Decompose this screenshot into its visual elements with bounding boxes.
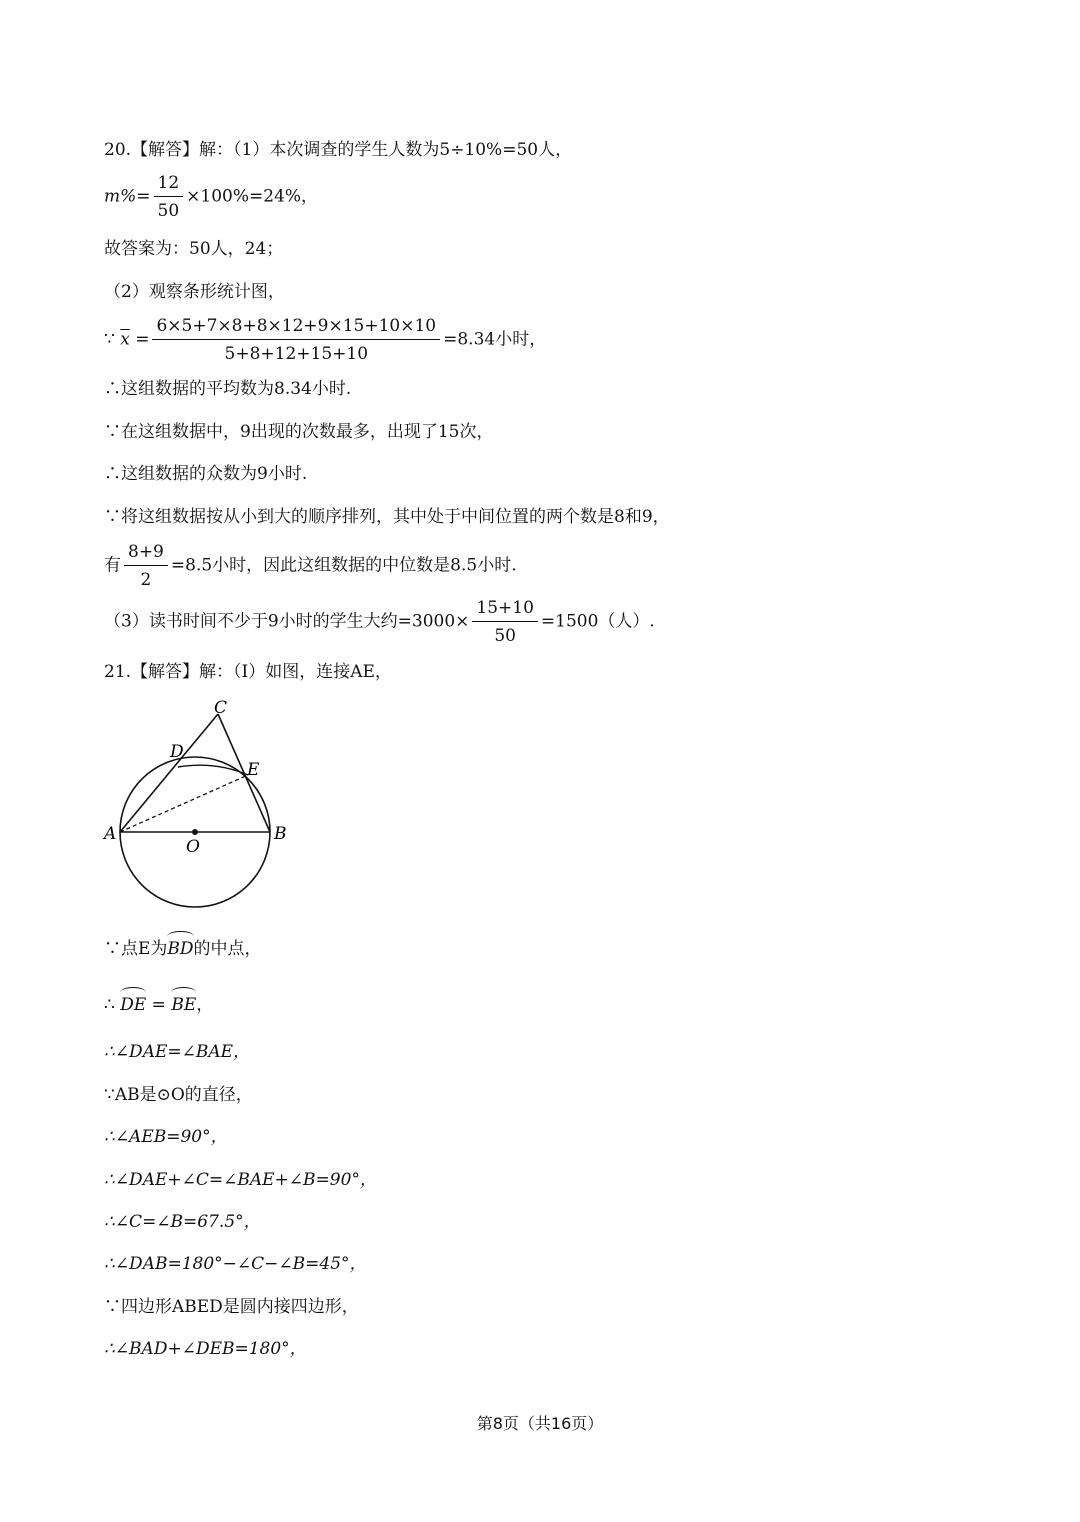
q20-line-10-result: =8.5小时，因此这组数据的中位数是8.5小时. bbox=[170, 555, 517, 576]
fraction-denominator: 2 bbox=[140, 570, 152, 590]
fraction-denominator: 5+8+12+15+10 bbox=[224, 344, 369, 364]
q20-line-10-prefix: 有 bbox=[104, 555, 121, 576]
arc-bd: BD bbox=[167, 939, 194, 959]
q20-line-2 bbox=[104, 172, 318, 222]
circle-triangle-figure bbox=[100, 695, 300, 915]
equals: = bbox=[129, 329, 150, 350]
q21-line-2 bbox=[104, 938, 262, 960]
segment-ac bbox=[120, 714, 218, 832]
fraction-denominator: 50 bbox=[494, 626, 516, 646]
q20-line-10-median bbox=[104, 541, 517, 591]
label-b: B bbox=[274, 824, 287, 844]
q20-line-6: ∴这组数据的平均数为8.34小时. bbox=[104, 379, 352, 399]
q21-line-3 bbox=[104, 994, 213, 1016]
x-bar: $\overline{x}$ bbox=[120, 329, 130, 350]
fraction-numerator: 6×5+7×8+8×12+9×15+10×10 bbox=[152, 315, 440, 340]
label-e: E bbox=[247, 760, 260, 780]
arc-be-text: BE bbox=[171, 995, 197, 1015]
q21-line-10: ∵四边形ABED是圆内接四边形， bbox=[104, 1297, 359, 1317]
q20-line-2-rhs: ×100%=24%， bbox=[186, 186, 319, 207]
q20-line-11-prefix: （3）读书时间不少于9小时的学生大约=3000× bbox=[104, 611, 470, 632]
label-o: O bbox=[186, 837, 200, 857]
fraction-numerator: 12 bbox=[154, 172, 184, 197]
q21-line-6: ∴∠AEB=90°， bbox=[104, 1127, 228, 1147]
equals: = bbox=[146, 995, 172, 1015]
label-c: C bbox=[214, 698, 228, 718]
q20-line-1: 20.【解答】解：（1）本次调查的学生人数为5÷10%=50人， bbox=[104, 140, 573, 160]
arc-de-text: DE bbox=[120, 995, 147, 1015]
q21-line-1: 21.【解答】解：（Ⅰ）如图，连接AE， bbox=[104, 662, 392, 682]
q20-line-8: ∴这组数据的众数为9小时. bbox=[104, 464, 308, 484]
q21-line-9: ∴∠DAB=180°−∠C−∠B=45°， bbox=[104, 1254, 367, 1274]
page-footer: 第8页（共16页） bbox=[476, 1414, 604, 1433]
fraction-8-9-over-2 bbox=[124, 541, 168, 591]
comma: ， bbox=[196, 995, 214, 1015]
q20-line-2-lhs: m%= bbox=[104, 186, 151, 207]
q21-line-2-prefix: ∵点E为 bbox=[104, 939, 168, 959]
because-symbol: ∵ bbox=[104, 329, 121, 350]
q21-line-11: ∴∠BAD+∠DEB=180°， bbox=[104, 1339, 307, 1359]
therefore-symbol: ∴ bbox=[104, 995, 121, 1015]
center-point-o bbox=[192, 829, 198, 835]
q20-line-11 bbox=[104, 597, 655, 647]
fraction-numerator: 8+9 bbox=[124, 541, 168, 566]
label-a: A bbox=[104, 824, 117, 844]
fraction-mean bbox=[152, 315, 440, 365]
q20-line-9: ∵将这组数据按从小到大的顺序排列，其中处于中间位置的两个数是8和9， bbox=[104, 507, 670, 527]
fraction-denominator: 50 bbox=[157, 201, 180, 221]
q21-line-4: ∴∠DAE=∠BAE， bbox=[104, 1042, 251, 1062]
q21-line-7: ∴∠DAE+∠C=∠BAE+∠B=90°， bbox=[104, 1170, 377, 1190]
q20-line-11-result: =1500（人）. bbox=[540, 611, 655, 632]
q20-line-3: 故答案为：50人，24； bbox=[104, 239, 284, 259]
q20-line-5-result: =8.34小时， bbox=[443, 329, 547, 350]
q20-line-5-mean bbox=[104, 315, 546, 365]
label-d: D bbox=[170, 742, 184, 762]
dashed-ae bbox=[120, 775, 248, 832]
q21-line-5: ∵AB是⊙O的直径， bbox=[104, 1085, 253, 1105]
q20-line-4: （2）观察条形统计图， bbox=[104, 282, 285, 302]
q21-line-2-suffix: 的中点， bbox=[193, 939, 262, 959]
fraction-12-50 bbox=[154, 172, 184, 222]
fraction-numerator: 15+10 bbox=[472, 597, 538, 622]
q20-line-7: ∵在这组数据中，9出现的次数最多，出现了15次， bbox=[104, 422, 494, 442]
q21-line-8: ∴∠C=∠B=67.5°， bbox=[104, 1212, 261, 1232]
fraction-25-over-50 bbox=[472, 597, 538, 647]
